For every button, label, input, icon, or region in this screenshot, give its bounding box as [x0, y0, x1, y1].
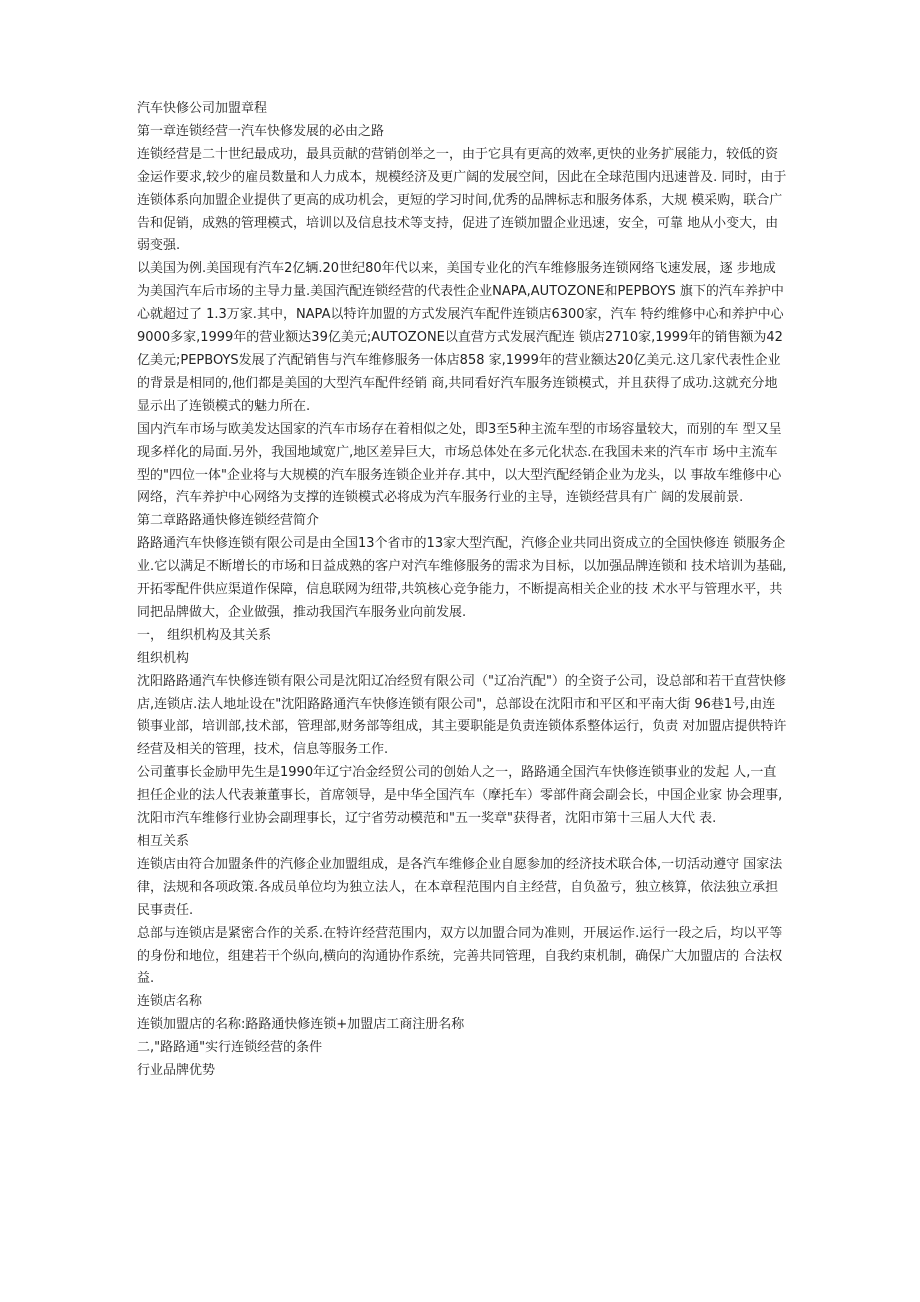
section2-heading: 二,"路路通"实行连锁经营的条件: [137, 1040, 323, 1056]
chapter2-paragraph-1: 路路通汽车快修连锁有限公司是由全国13个省市的13家大型汽配，汽修企业共同出资成立的全国快修连 锁服务企业.它以满足不断增长的市场和日益成熟的客户对汽车维修服务的需求为目标，以加强品牌连锁和 技术培训为基础,开拓零配件供应渠道作保障，信息联网为纽带,共筑核心竞争能力，不断提高相关企业的技 术水平与管理水平，共同把品牌做大，企业做强，推动我国汽车服务业向前发展.: [137, 536, 787, 620]
chapter1-heading: 第一章连锁经营一汽车快修发展的必由之路: [137, 123, 385, 139]
org-heading: 组织机构: [137, 650, 190, 666]
relation-paragraph-2: 总部与连锁店是紧密合作的关系.在特许经营范围内，双方以加盟合同为准则，开展运作.运行一段之后，均以平等的身份和地位，组建若干个纵向,横向的沟通协作系统，完善共同管理，自我约束机制，确保广大加盟店的 合法权益.: [137, 925, 783, 987]
store-name-heading: 连锁店名称: [137, 994, 203, 1010]
store-name-paragraph: 连锁加盟店的名称:路路通快修连锁+加盟店工商注册名称: [137, 1017, 465, 1033]
document-title: 汽车快修公司加盟章程: [137, 101, 268, 116]
document-page: [137, 98, 787, 1083]
org-paragraph-1: 沈阳路路通汽车快修连锁有限公司是沈阳辽冶经贸有限公司（"辽冶汽配"）的全资子公司，设总部和若干直营快修店,连锁店.法人地址设在"沈阳路路通汽车快修连锁有限公司"，总部设在沈阳市和平区和平南大街 96巷1号,由连锁事业部，培训部,技术部，管理部,财务部等组成，其主要职能是负责连锁体系整体运行，负责 对加盟店提供特许经营及相关的管理，技术，信息等服务工作.: [137, 673, 787, 758]
org-paragraph-2: 公司董事长金励甲先生是1990年辽宁冶金经贸公司的创始人之一，路路通全国汽车快修连锁事业的发起 人,一直担任企业的法人代表兼董事长，首席领导，是中华全国汽车（摩托车）零部件商会副会长，中国企业家 协会理事,沈阳市汽车维修行业协会副理事长，辽宁省劳动模范和"五一奖章"获得者，沈阳市第十三届人大代 表.: [137, 765, 783, 827]
chapter1-paragraph-3: 国内汽车市场与欧美发达国家的汽车市场存在着相似之处，即3至5种主流车型的市场容量较大，而别的车 型又呈现多样化的局面.另外，我国地域宽广,地区差异巨大，市场总体处在多元化状态.在我国未来的汽车市 场中主流车型的"四位一体"企业将与大规模的汽车服务连锁企业并存.其中，以大型汽配经销企业为龙头，以 事故车维修中心网络，汽车养护中心网络为支撑的连锁模式必将成为汽车服务行业的主导，连锁经营具有广 阔的发展前景.: [137, 421, 782, 506]
brand-heading: 行业品牌优势: [137, 1063, 216, 1079]
relation-paragraph-1: 连锁店由符合加盟条件的汽修企业加盟组成，是各汽车维修企业自愿参加的经济技术联合体,一切活动遵守 国家法律，法规和各项政策.各成员单位均为独立法人，在本章程范围内自主经营，自负盈亏，独立核算，依法独立承担民事责任.: [137, 856, 783, 918]
chapter2-heading: 第二章路路通快修连锁经营简介: [137, 513, 320, 529]
section1-heading: 一， 组织机构及其关系: [137, 627, 272, 643]
chapter1-paragraph-1: 连锁经营是二十世纪最成功，最具贡献的营销创举之一，由于它具有更高的效率,更快的业务扩展能力，较低的资金运作要求,较少的雇员数量和人力成本，规模经济及更广阔的发展空间，因此在全球范围内迅速普及. 同时，由于连锁体系向加盟企业提供了更高的成功机会，更短的学习时间,优秀的品牌标志和服务体系，大规 模采购，联合广告和促销，成熟的管理模式，培训以及信息技术等支持，促进了连锁加盟企业迅速，安全，可靠 地从小变大，由弱变强.: [137, 146, 787, 254]
chapter1-paragraph-2: 以美国为例.美国现有汽车2亿辆.20世纪80年代以来，美国专业化的汽车维修服务连锁网络飞速发展，逐 步地成为美国汽车后市场的主导力量.美国汽配连锁经营的代表性企业NAPA,AUTOZONE和PEPBOYS 旗下的汽车养护中心就超过了 1.3万家.其中，NAPA以特许加盟的方式发展汽车配件连锁店6300家，汽车 特约维修中心和养护中心9000多家,1999年的营业额达39亿美元;AUTOZONE以直营方式发展汽配连 锁店2710家,1999年的销售额为42亿美元;PEPBOYS发展了汽配销售与汽车维修服务一体店858 家,1999年的营业额达20亿美元.这几家代表性企业的背景是相同的,他们都是美国的大型汽车配件经销 商,共同看好汽车服务连锁模式，并且获得了成功.这就充分地显示出了连锁模式的魅力所在.: [137, 261, 784, 414]
relation-heading: 相互关系: [137, 834, 190, 849]
